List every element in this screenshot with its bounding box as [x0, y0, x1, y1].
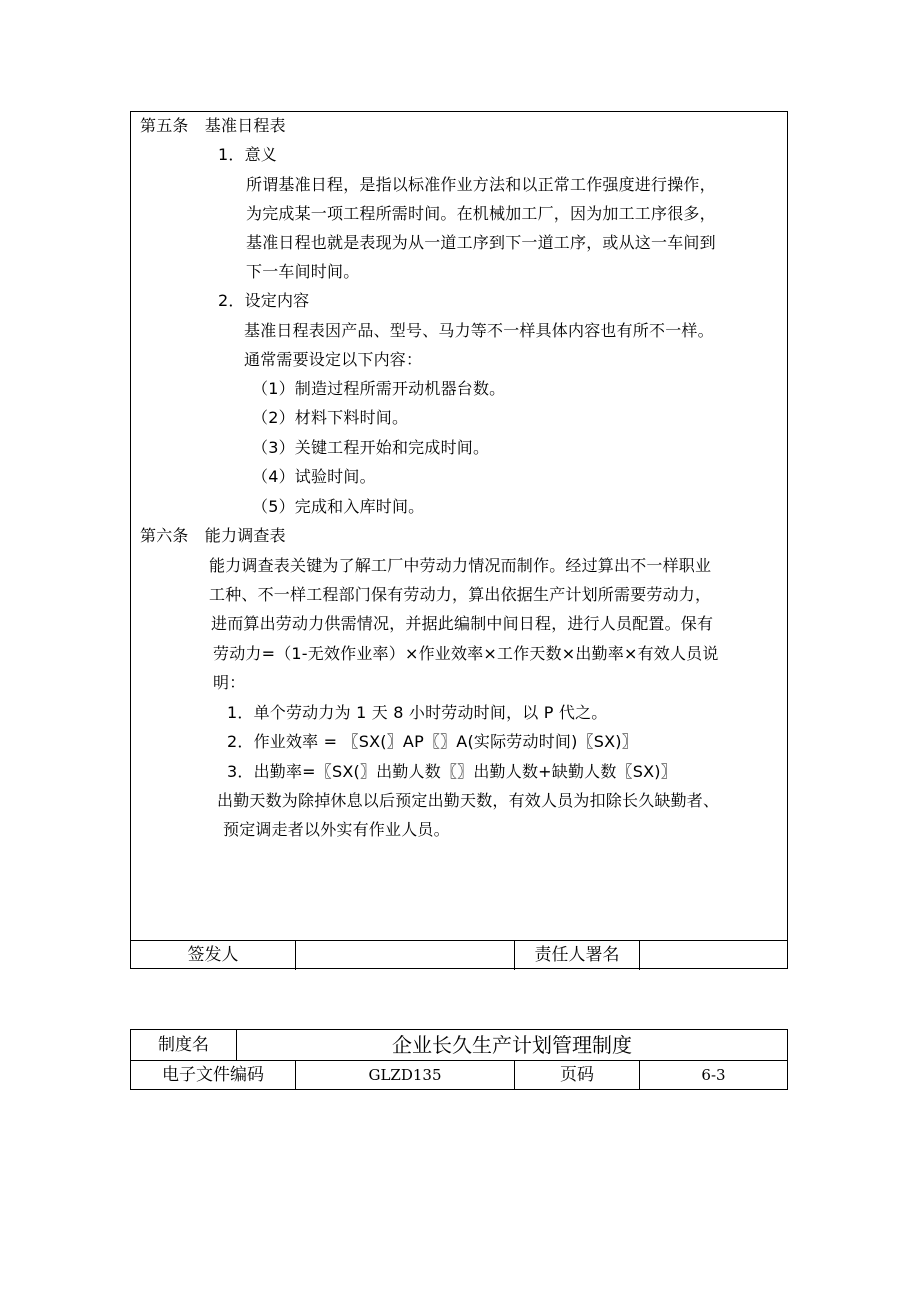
section5-list-item: （5）完成和入库时间。 — [252, 497, 425, 516]
section6-definition: 2．作业效率 = 〖SX(〗AP〖〗A(实际劳动时间)〖SX)〗 — [227, 732, 638, 751]
section6-definition: 1．单个劳动力为 1 天 8 小时劳动时间，以 P 代之。 — [227, 703, 608, 722]
footer-row-file-info — [131, 1061, 787, 1090]
document-body-table — [130, 111, 788, 969]
file-code-value: GLZD135 — [296, 1061, 515, 1090]
section6-definition: 3．出勤率=〖SX(〗出勤人数〖〗出勤人数+缺勤人数〖SX)〗 — [227, 762, 677, 781]
section5-list-item: （3）关键工程开始和完成时间。 — [252, 438, 490, 457]
section5-p2-line: 基准日程表因产品、型号、马力等不一样具体内容也有所不一样。 — [244, 321, 714, 340]
system-name-label: 制度名 — [131, 1030, 237, 1060]
section6-tail-line: 预定调走者以外实有作业人员。 — [223, 820, 450, 839]
section5-p1-line: 为完成某一项工程所需时间。在机械加工厂，因为加工工序很多， — [246, 204, 716, 223]
file-code-label: 电子文件编码 — [131, 1061, 296, 1090]
section6-line: 能力调查表关键为了解工厂中劳动力情况而制作。经过算出不一样职业 — [209, 556, 712, 575]
section6-line: 进而算出劳动力供需情况，并据此编制中间日程，进行人员配置。保有 — [211, 614, 714, 633]
section6-tail-line: 出勤天数为除掉休息以后预定出勤天数，有效人员为扣除长久缺勤者、 — [217, 791, 720, 810]
section5-p1-line: 基准日程也就是表现为从一道工序到下一道工序，或从这一车间到 — [246, 233, 716, 252]
section6-line: 劳动力=（1-无效作业率）×作业效率×工作天数×出勤率×有效人员说 — [213, 644, 719, 663]
section5-p1-line: 下一车间时间。 — [246, 262, 360, 281]
page-label: 页码 — [515, 1061, 640, 1090]
section5-p2-line: 通常需要设定以下内容： — [244, 350, 423, 369]
section5-heading: 第五条 基准日程表 — [140, 116, 286, 135]
section5-p1-heading: 1．意义 — [218, 145, 277, 164]
system-name-value: 企业长久生产计划管理制度 — [392, 1033, 632, 1057]
document-content — [131, 112, 787, 940]
responsible-value — [640, 941, 787, 970]
section6-heading: 第六条 能力调查表 — [140, 526, 286, 545]
section6-line: 明： — [213, 673, 246, 692]
document-footer-table — [130, 1029, 788, 1090]
section5-list-item: （4）试验时间。 — [252, 467, 376, 486]
section5-p1-line: 所谓基准日程，是指以标准作业方法和以正常工作强度进行操作， — [246, 175, 716, 194]
signature-row — [131, 940, 787, 970]
section5-list-item: （1）制造过程所需开动机器台数。 — [252, 379, 506, 398]
section6-line: 工种、不一样工程部门保有劳动力，算出依据生产计划所需要劳动力， — [209, 585, 712, 604]
page-value: 6-3 — [701, 1066, 726, 1084]
section5-list-item: （2）材料下料时间。 — [252, 408, 409, 427]
issuer-label: 签发人 — [131, 941, 296, 970]
section5-p2-heading: 2．设定内容 — [218, 291, 310, 310]
footer-row-system-name — [131, 1030, 787, 1061]
responsible-label: 责任人署名 — [515, 941, 640, 970]
issuer-value — [296, 941, 515, 970]
